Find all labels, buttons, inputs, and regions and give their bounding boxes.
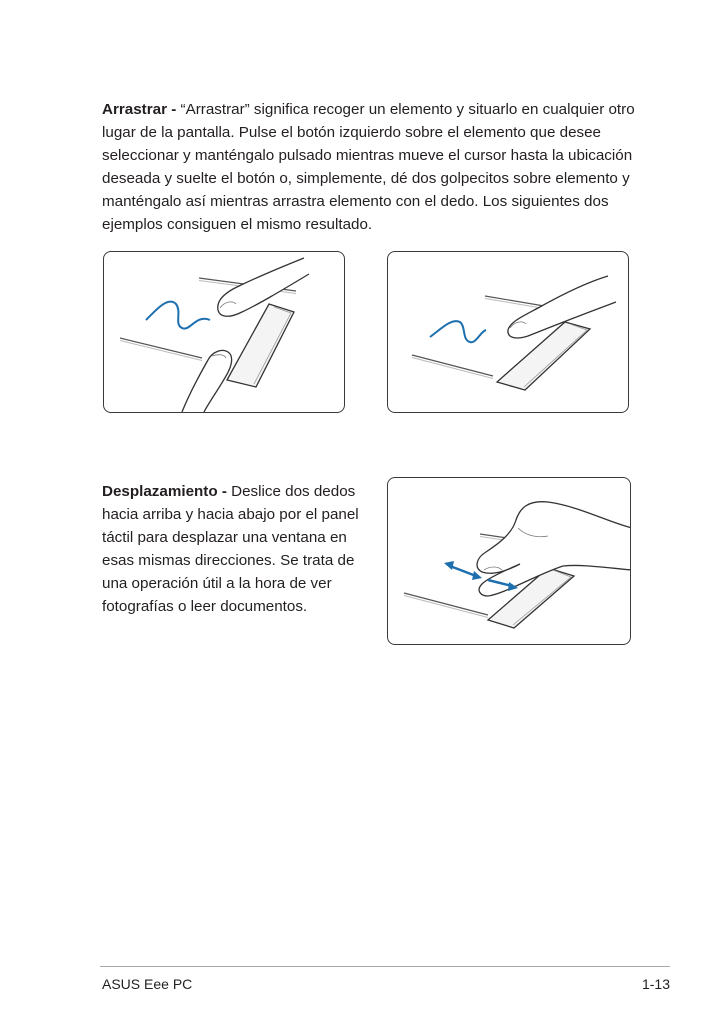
drag-illustration-two-finger bbox=[103, 251, 345, 413]
scroll-heading: Desplazamiento - bbox=[102, 483, 232, 500]
drag-paragraph bbox=[102, 98, 642, 236]
scroll-paragraph bbox=[102, 480, 380, 618]
scroll-illustration bbox=[387, 477, 631, 645]
scroll-body: Deslice dos dedos hacia arriba y hacia abajo por el panel táctil para desplazar una ventana en esas mismas direcciones. Se trata de una operación útil a la hora de ver fotografías o leer documentos. bbox=[102, 483, 359, 615]
footer-product-name: ASUS Eee PC bbox=[102, 976, 193, 992]
drag-body: “Arrastrar” significa recoger un elemento y situarlo en cualquier otro lugar de la pantalla. Pulse el botón izquierdo sobre el elemento que desee seleccionar y manténgalo pulsado mientras mueve el cursor hasta la ubicación deseada y suelte el botón o, simplemente, dé dos golpecitos sobre elemento y manténgalo así mientras arrastra elemento con el dedo. Los siguientes dos ejemplos consiguen el mismo resultado. bbox=[102, 101, 635, 233]
drag-heading: Arrastrar - bbox=[102, 101, 181, 118]
touchpad-drag-icon bbox=[104, 252, 345, 413]
touchpad-two-finger-scroll-icon bbox=[388, 478, 631, 645]
touchpad-tap-drag-icon bbox=[388, 252, 629, 413]
drag-illustration-single-finger bbox=[387, 251, 629, 413]
footer-divider bbox=[100, 966, 670, 967]
page-number: 1-13 bbox=[641, 976, 670, 992]
